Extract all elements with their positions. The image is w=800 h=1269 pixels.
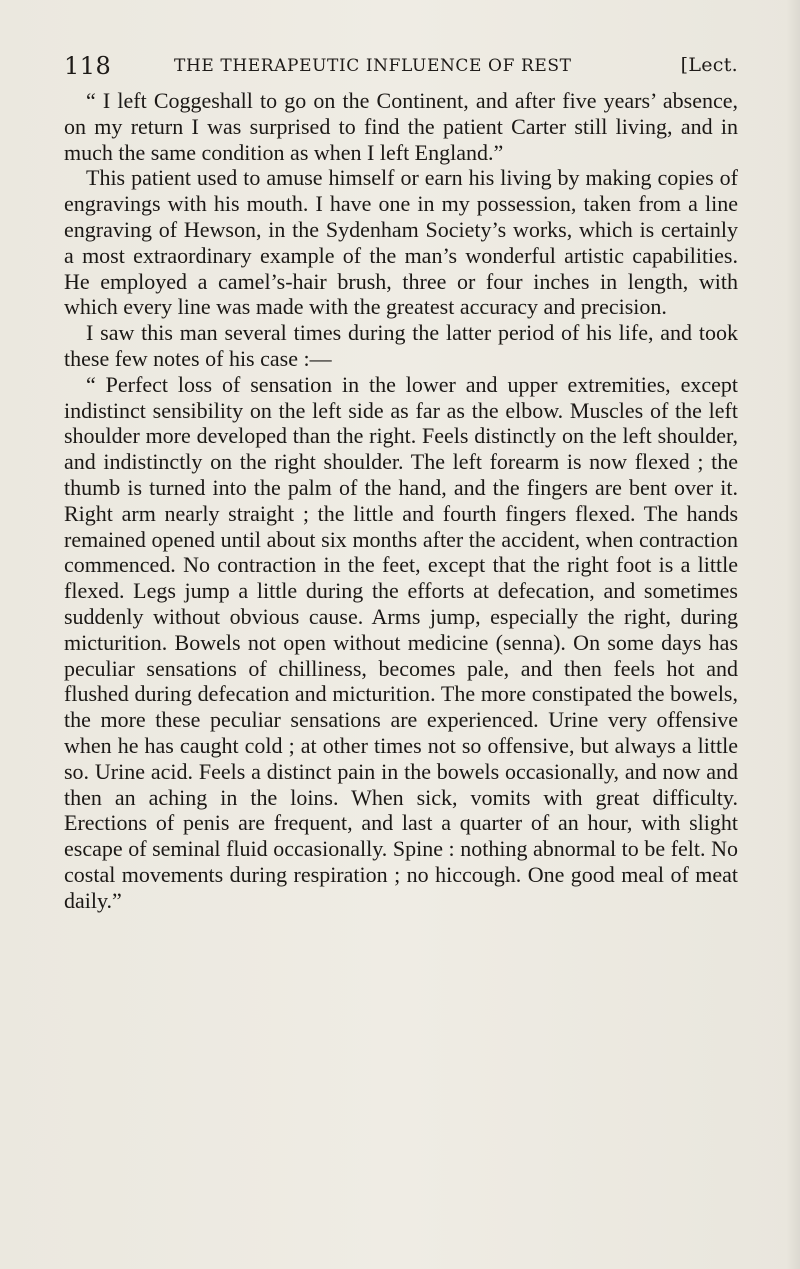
paragraph: I saw this man several times during the latter period of his life, and took these few notes of his case :— — [64, 320, 738, 371]
page-edge-shadow — [786, 0, 800, 1269]
paragraph: “ Perfect loss of sensation in the lower and upper extremities, except indistinct sensibility on the left side as far as the elbow. Muscles of the left shoulder more developed than the right. Feels distinctly on the left shoulder, and indistinctly on the right shoulder. The left forearm is now flexed ; the thumb is turned into the palm of the hand, and the fingers are bent over it. Right arm nearly straight ; the little and fourth fingers flexed. The hands remained opened until about six months after the accident, when contraction commenced. No contraction in the feet, except that the right foot is a little flexed. Legs jump a little during the efforts at defecation, and sometimes suddenly without obvious cause. Arms jump, especially the right, during micturition. Bowels not open without medicine (senna). On some days has peculiar sensations of chilliness, becomes pale, and then feels hot and flushed during defecation and micturition. The more constipated the bowels, the more these peculiar sensations are experienced. Urine very offensive when he has caught cold ; at other times not so offensive, but always a little so. Urine acid. Feels a distinct pain in the bowels occasionally, and now and then an aching in the loins. When sick, vomits with great difficulty. Erections of penis are frequent, and last a quarter of an hour, with slight escape of seminal fluid occasionally. Spine : nothing abnormal to be felt. No costal movements during respiration ; no hiccough. One good meal of meat daily.” — [64, 371, 738, 913]
body-text — [64, 88, 738, 914]
paragraph: “ I left Coggeshall to go on the Continent, and after five years’ absence, on my return I was surprised to find the patient Carter still living, and in much the same condition as when I left England.” — [64, 88, 738, 165]
running-header — [64, 52, 738, 88]
page-number: 118 — [64, 52, 112, 80]
lecture-mark: [Lect. — [680, 54, 738, 76]
paragraph: This patient used to amuse himself or earn his living by making copies of engravings with his mouth. I have one in my possession, taken from a line engraving of Hewson, in the Sydenham Society’s works, which is certainly a most extraordinary example of the man’s wonderful artistic capabilities. He employed a camel’s-hair brush, three or four inches in length, with which every line was made with the greatest accuracy and precision. — [64, 165, 738, 320]
running-title: THE THERAPEUTIC INFLUENCE OF REST — [174, 56, 572, 76]
